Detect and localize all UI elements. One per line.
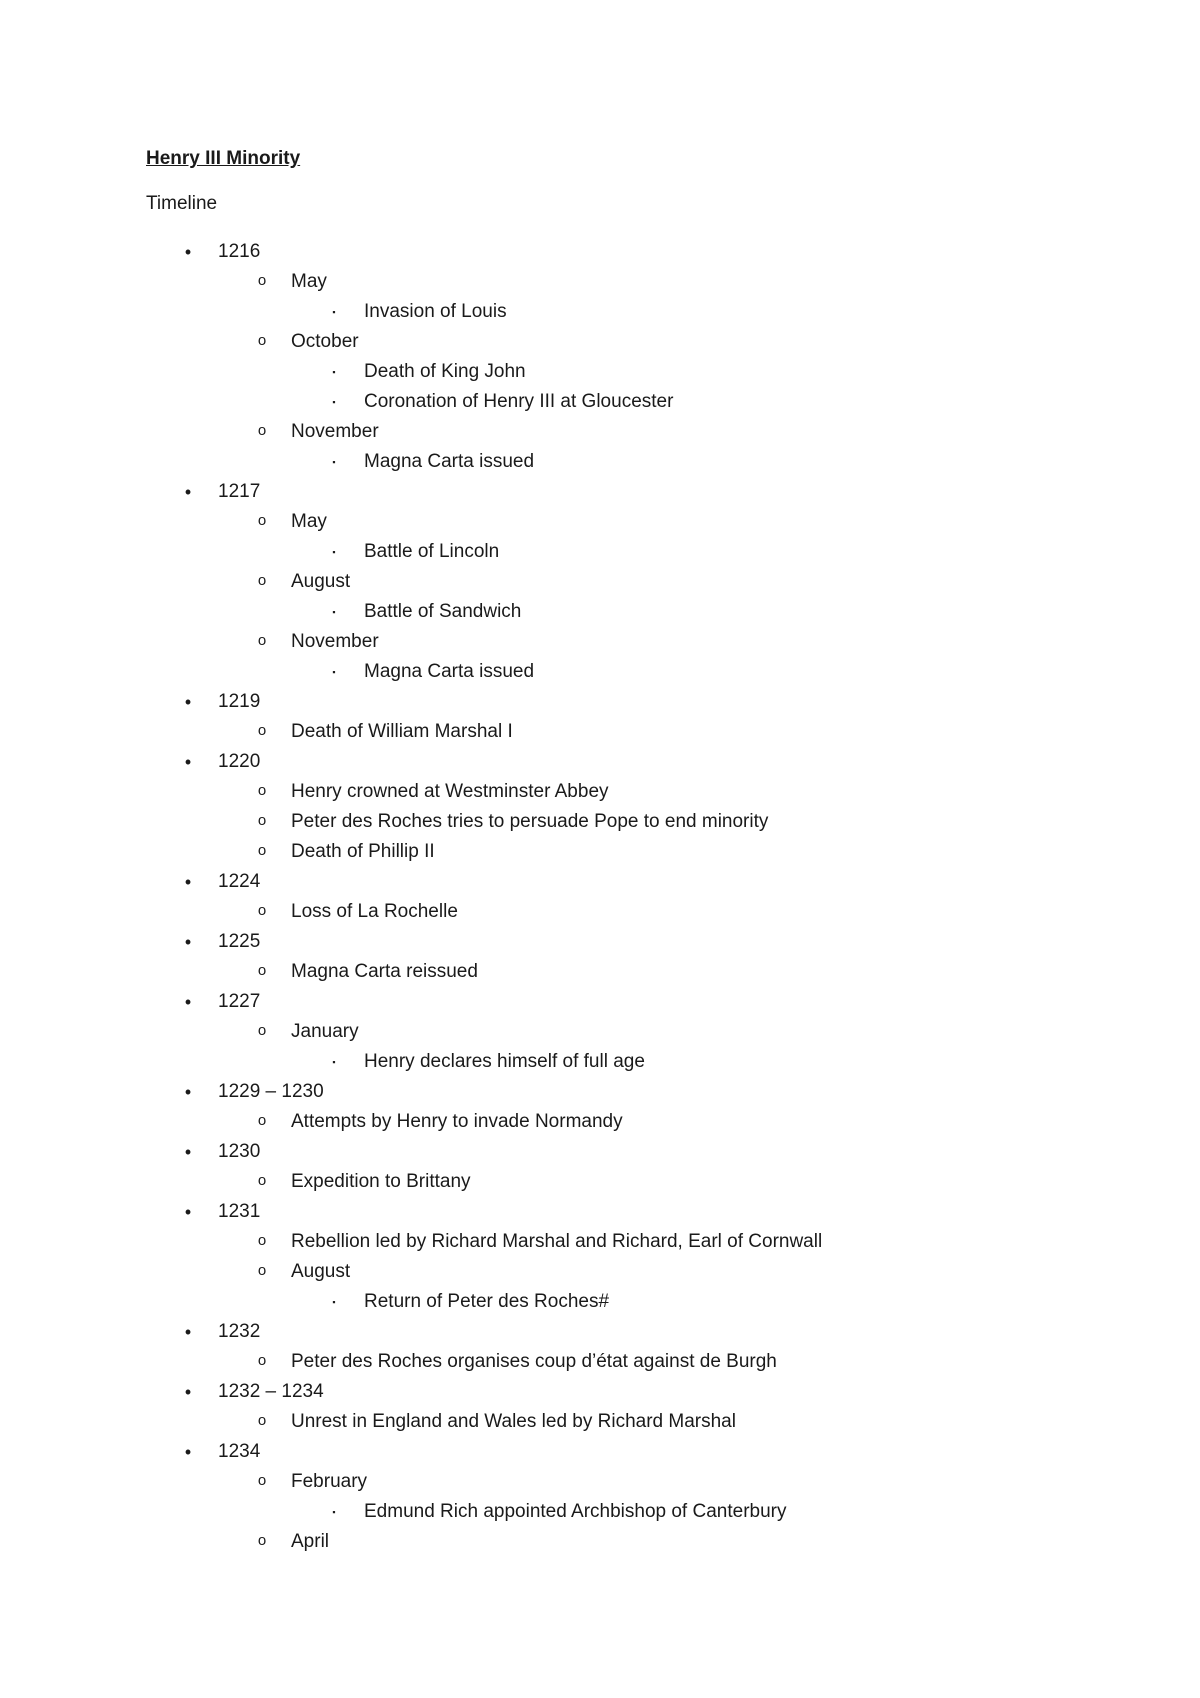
timeline-item-level-3 xyxy=(0,387,1200,417)
bullet-square-icon: ▪ xyxy=(332,547,336,557)
bullet-circle-icon: o xyxy=(257,422,267,439)
bullet-circle-icon: o xyxy=(257,1232,267,1249)
bullet-circle-icon: o xyxy=(257,812,267,829)
timeline-item-level-2 xyxy=(0,1107,1200,1137)
timeline-item-text: 1230 xyxy=(218,1141,261,1162)
timeline-item-level-2 xyxy=(0,897,1200,927)
timeline-item-text: 1217 xyxy=(218,481,261,502)
timeline-item-level-1 xyxy=(0,987,1200,1017)
bullet-circle-icon: o xyxy=(257,1472,267,1489)
bullet-dot-icon: • xyxy=(184,1202,192,1222)
bullet-square-icon: ▪ xyxy=(332,1297,336,1307)
timeline-item-text: Return of Peter des Roches# xyxy=(364,1291,610,1312)
bullet-dot-icon: • xyxy=(184,482,192,502)
bullet-dot-icon: • xyxy=(184,242,192,262)
bullet-circle-icon: o xyxy=(257,332,267,349)
bullet-circle-icon: o xyxy=(257,1022,267,1039)
timeline-item-level-1 xyxy=(0,477,1200,507)
bullet-square-icon: ▪ xyxy=(332,457,336,467)
bullet-dot-icon: • xyxy=(184,1382,192,1402)
timeline-item-level-2 xyxy=(0,507,1200,537)
bullet-square-icon: ▪ xyxy=(332,607,336,617)
bullet-circle-icon: o xyxy=(257,1352,267,1369)
timeline-item-text: 1232 xyxy=(218,1321,261,1342)
timeline-item-text: Loss of La Rochelle xyxy=(291,901,458,922)
bullet-dot-icon: • xyxy=(184,752,192,772)
timeline-item-text: October xyxy=(291,331,359,352)
timeline-item-text: 1234 xyxy=(218,1441,261,1462)
timeline-item-text: Death of King John xyxy=(364,361,526,382)
bullet-dot-icon: • xyxy=(184,932,192,952)
timeline-item-text: August xyxy=(291,571,351,592)
timeline-item-level-2 xyxy=(0,807,1200,837)
timeline-item-level-3 xyxy=(0,1047,1200,1077)
bullet-circle-icon: o xyxy=(257,1262,267,1279)
timeline-item-text: 1216 xyxy=(218,241,261,262)
timeline-item-text: 1225 xyxy=(218,931,261,952)
bullet-circle-icon: o xyxy=(257,962,267,979)
timeline-item-text: January xyxy=(291,1021,359,1042)
timeline-item-text: 1224 xyxy=(218,871,261,892)
bullet-dot-icon: • xyxy=(184,1322,192,1342)
bullet-circle-icon: o xyxy=(257,1412,267,1429)
timeline-item-level-3 xyxy=(0,657,1200,687)
timeline-item-level-2 xyxy=(0,1467,1200,1497)
timeline-item-text: 1231 xyxy=(218,1201,261,1222)
timeline-item-text: Edmund Rich appointed Archbishop of Canterbury xyxy=(364,1501,787,1522)
bullet-circle-icon: o xyxy=(257,842,267,859)
timeline-item-level-2 xyxy=(0,1347,1200,1377)
timeline-item-text: 1219 xyxy=(218,691,261,712)
timeline-item-level-1 xyxy=(0,1317,1200,1347)
timeline-item-level-1 xyxy=(0,1197,1200,1227)
timeline-item-level-1 xyxy=(0,687,1200,717)
timeline-item-level-2 xyxy=(0,1227,1200,1257)
timeline-item-level-2 xyxy=(0,327,1200,357)
timeline-item-text: April xyxy=(291,1531,330,1552)
bullet-square-icon: ▪ xyxy=(332,367,336,377)
bullet-square-icon: ▪ xyxy=(332,1057,336,1067)
bullet-dot-icon: • xyxy=(184,1142,192,1162)
bullet-circle-icon: o xyxy=(257,1532,267,1549)
bullet-circle-icon: o xyxy=(257,1112,267,1129)
timeline-item-level-3 xyxy=(0,1287,1200,1317)
timeline-item-level-3 xyxy=(0,537,1200,567)
timeline-item-text: Magna Carta issued xyxy=(364,661,535,682)
timeline-item-text: Magna Carta reissued xyxy=(291,961,478,982)
bullet-circle-icon: o xyxy=(257,512,267,529)
timeline-item-text: 1220 xyxy=(218,751,261,772)
timeline-item-level-3 xyxy=(0,357,1200,387)
timeline-item-text: Death of William Marshal I xyxy=(291,721,513,742)
timeline-item-text: Invasion of Louis xyxy=(364,301,507,322)
timeline-item-text: November xyxy=(291,421,379,442)
timeline-item-level-2 xyxy=(0,1527,1200,1557)
timeline-item-text: Battle of Sandwich xyxy=(364,601,522,622)
bullet-square-icon: ▪ xyxy=(332,307,336,317)
bullet-circle-icon: o xyxy=(257,722,267,739)
timeline-item-level-2 xyxy=(0,1257,1200,1287)
timeline-item-text: 1227 xyxy=(218,991,261,1012)
timeline-item-text: Coronation of Henry III at Gloucester xyxy=(364,391,674,412)
bullet-circle-icon: o xyxy=(257,572,267,589)
timeline-item-level-1 xyxy=(0,237,1200,267)
timeline-item-text: 1232 – 1234 xyxy=(218,1381,324,1402)
timeline-item-text: Rebellion led by Richard Marshal and Richard, Earl of Cornwall xyxy=(291,1231,823,1252)
timeline-item-text: February xyxy=(291,1471,368,1492)
bullet-dot-icon: • xyxy=(184,992,192,1012)
bullet-circle-icon: o xyxy=(257,272,267,289)
timeline-item-level-2 xyxy=(0,717,1200,747)
timeline-item-text: Peter des Roches organises coup d’état against de Burgh xyxy=(291,1351,777,1372)
timeline-item-level-3 xyxy=(0,447,1200,477)
timeline-list xyxy=(0,237,1200,1557)
timeline-item-level-2 xyxy=(0,1167,1200,1197)
timeline-item-level-1 xyxy=(0,1437,1200,1467)
timeline-item-level-2 xyxy=(0,627,1200,657)
bullet-circle-icon: o xyxy=(257,782,267,799)
timeline-item-level-2 xyxy=(0,957,1200,987)
bullet-dot-icon: • xyxy=(184,872,192,892)
timeline-item-level-1 xyxy=(0,1077,1200,1107)
timeline-item-level-2 xyxy=(0,567,1200,597)
bullet-dot-icon: • xyxy=(184,1442,192,1462)
timeline-item-text: 1229 – 1230 xyxy=(218,1081,324,1102)
timeline-item-level-1 xyxy=(0,927,1200,957)
bullet-square-icon: ▪ xyxy=(332,1507,336,1517)
timeline-item-level-1 xyxy=(0,867,1200,897)
bullet-circle-icon: o xyxy=(257,902,267,919)
timeline-item-level-2 xyxy=(0,1407,1200,1437)
timeline-item-text: May xyxy=(291,271,327,292)
timeline-item-level-3 xyxy=(0,1497,1200,1527)
document-title: Henry III Minority xyxy=(146,148,301,169)
timeline-item-level-2 xyxy=(0,267,1200,297)
timeline-item-text: Henry crowned at Westminster Abbey xyxy=(291,781,609,802)
timeline-item-text: Peter des Roches tries to persuade Pope to end minority xyxy=(291,811,769,832)
timeline-item-text: Expedition to Brittany xyxy=(291,1171,471,1192)
bullet-square-icon: ▪ xyxy=(332,667,336,677)
timeline-item-level-2 xyxy=(0,777,1200,807)
bullet-dot-icon: • xyxy=(184,1082,192,1102)
timeline-item-level-2 xyxy=(0,417,1200,447)
timeline-item-text: Battle of Lincoln xyxy=(364,541,500,562)
timeline-item-text: Attempts by Henry to invade Normandy xyxy=(291,1111,623,1132)
bullet-circle-icon: o xyxy=(257,1172,267,1189)
timeline-item-text: Magna Carta issued xyxy=(364,451,535,472)
timeline-item-level-2 xyxy=(0,837,1200,867)
document-subtitle: Timeline xyxy=(146,193,218,214)
timeline-item-level-2 xyxy=(0,1017,1200,1047)
timeline-item-text: November xyxy=(291,631,379,652)
timeline-item-level-1 xyxy=(0,747,1200,777)
timeline-item-text: Death of Phillip II xyxy=(291,841,435,862)
timeline-item-level-3 xyxy=(0,297,1200,327)
bullet-square-icon: ▪ xyxy=(332,397,336,407)
timeline-item-level-1 xyxy=(0,1137,1200,1167)
timeline-item-level-1 xyxy=(0,1377,1200,1407)
bullet-dot-icon: • xyxy=(184,692,192,712)
timeline-item-text: Henry declares himself of full age xyxy=(364,1051,645,1072)
timeline-item-level-3 xyxy=(0,597,1200,627)
timeline-item-text: August xyxy=(291,1261,351,1282)
timeline-item-text: May xyxy=(291,511,327,532)
timeline-item-text: Unrest in England and Wales led by Richard Marshal xyxy=(291,1411,736,1432)
bullet-circle-icon: o xyxy=(257,632,267,649)
